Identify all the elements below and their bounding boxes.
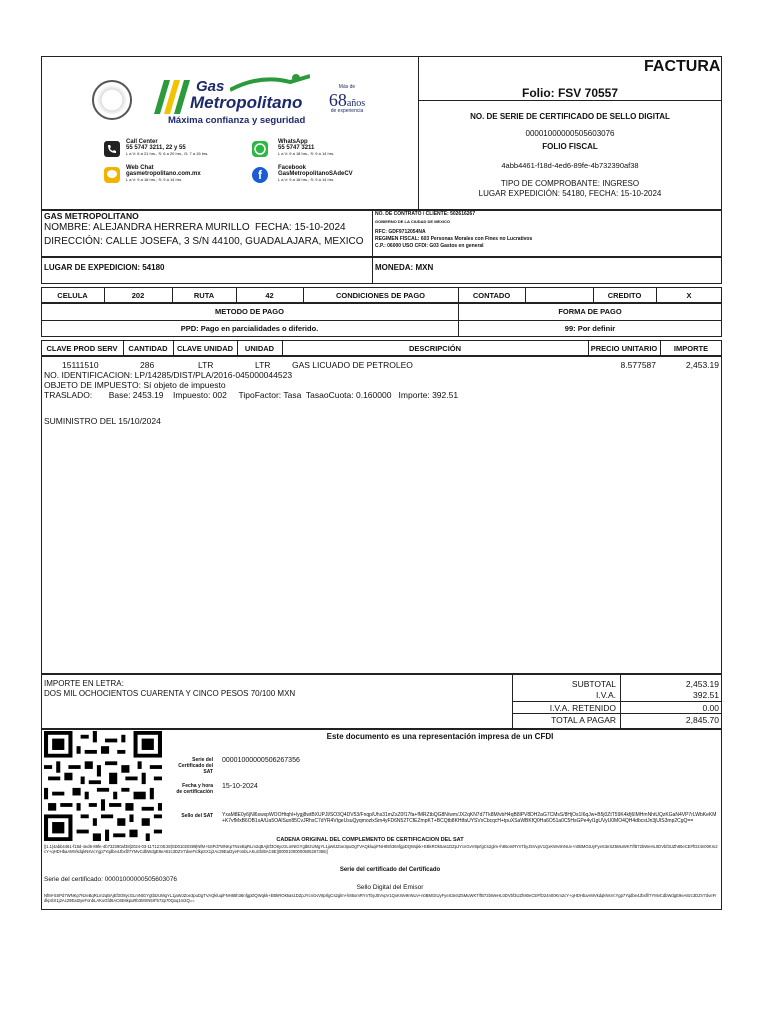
contact-title: Call Center — [126, 139, 158, 145]
years-number: 68 — [328, 90, 347, 110]
cert-title: NO. DE SERIE DE CERTIFICADO DE SELLO DIGITAL — [470, 112, 670, 121]
credito-label: CREDITO — [607, 290, 642, 300]
contact-title: Web Chat — [126, 165, 154, 171]
totals-row-line — [512, 701, 722, 702]
condiciones-label: CONDICIONES DE PAGO — [335, 290, 426, 300]
importe-letra: DOS MIL OCHOCIENTOS CUARENTA Y CINCO PESOS 70/100 MXN — [44, 689, 296, 698]
metodo-value: PPD: Pago en parcialidades o diferido. — [180, 324, 319, 333]
cert-block — [418, 112, 722, 198]
contact-detail: 55 5747 3211, 22 y 55 — [126, 145, 186, 151]
serie-certificado: Serie del certificado: 00001000000505603076 — [44, 876, 177, 883]
importe-letra-label: IMPORTE EN LETRA: — [44, 679, 124, 688]
tipo-comprobante: TIPO DE COMPROBANTE: INGRESO — [500, 179, 640, 188]
years-unit: años — [346, 98, 366, 109]
th-unidad: UNIDAD — [244, 343, 275, 353]
metodo-label: METODO DE PAGO — [215, 307, 284, 316]
contract-cp: C.P.: 06000 USO CFDI: G03 Gastos en general — [375, 243, 484, 249]
cfdi-title: Este documento es una representación impresa de un CFDI — [326, 732, 554, 741]
contact-detail: GasMetropolitanoSAdeCV — [278, 171, 353, 177]
moneda: MONEDA: MXN — [375, 263, 434, 272]
item-identificacion: NO. IDENTIFICACION: LP/14285/DIST/PLA/2016-045000044523 — [44, 370, 293, 380]
item-precio: 8.577587 — [620, 360, 656, 370]
total-label-pagar: TOTAL A PAGAR — [551, 715, 616, 725]
sello-sat: YxaM8E0y6jNl6swxpWOOHtqhl+lygj8wtBXUPJl/SO3Q4DV53/Fnqp/Uhs31mZsZ0f17fa+fMRZtbQG8N/wm/JX2qKN7d7Tk8M/vbH4qB8lPV8DH2aG7CMsS/8HjOs1I6qJw+B5j0ZtT59K4kfj6IMHmNhtUQzKGaN4VP7rLWbKeKM+K7vfMxB6OB1xA/Ua5OAlSun85CvJRhsC7dYR4VtgeUsuQyqmozlxSm4yFD6N52TCfEZmpKT+BCQtb8KHtfaUYSVxCbcqcH+tpuXSaWBKfQ0Ha6O51a0C5HsGPe4yl1gUVyU0MO4QH4dbcstJn3jUIS3mp2CgQ== — [222, 812, 717, 824]
brand-name-line1: Gas — [196, 78, 225, 95]
ruta-label: RUTA — [193, 290, 215, 300]
contact-hours: L a V: 9 a 18 hrs., S: 9 a 14 hrs. — [278, 177, 335, 182]
item-unidad: LTR — [255, 360, 271, 370]
lugar-expedicion-fecha: LUGAR EXPEDICIÓN: 54180, FECHA: 15-10-2024 — [478, 189, 662, 198]
brand-slogan: Máxima confianza y seguridad — [168, 115, 306, 126]
contract-line: NO. DE CONTRATO / CLIENTE: 502616267 — [375, 211, 476, 217]
total-value-retenido: 0.00 — [702, 703, 719, 713]
total-label-subtotal: SUBTOTAL — [571, 679, 616, 689]
contact-hours: L a V: 6 a 21 hrs., S: 6 a 20 hrs., D: 7 a 15 hrs. — [126, 151, 209, 156]
lugar-expedicion: LUGAR DE EXPEDICION: 54180 — [44, 263, 165, 272]
fecha-certificacion: 15-10-2024 — [222, 783, 258, 790]
items-body — [41, 356, 722, 674]
folio-fiscal: 4abb4461-f18d-4ed6-89fe-4b732390af38 — [501, 161, 639, 170]
serie-sat: 00001000000506267356 — [222, 757, 300, 764]
folio-fiscal-label: FOLIO FISCAL — [542, 142, 598, 151]
header-right-divider — [418, 100, 722, 101]
seal-logo — [92, 80, 132, 120]
th-clave-unidad: CLAVE UNIDAD — [176, 343, 234, 353]
sello-sat-label: Sello del SAT — [181, 813, 213, 819]
customer-address: DIRECCIÓN: CALLE JOSEFA, 3 S/N 44100, GUADALAJARA, MEXICO — [44, 236, 364, 247]
celula-value: 202 — [131, 290, 145, 300]
whatsapp-icon — [252, 141, 268, 157]
total-label-iva: I.V.A. — [595, 690, 616, 700]
contract-gov: GOBIERNO DE LA CIUDAD DE MEXICO — [375, 219, 450, 224]
serie-cfdi-title: Serie del certificado del Certificado — [339, 867, 441, 873]
contract-regimen: REGIMEN FISCAL: 603 Personas Morales con Fines no Lucrativos — [375, 236, 533, 242]
ruta-value: 42 — [265, 290, 274, 300]
serie-sat-label: Serie del Certificado del SAT — [178, 757, 213, 775]
item-objeto: OBJETO DE IMPUESTO: Sí objeto de impuesto — [44, 380, 226, 390]
credito-value: X — [686, 290, 692, 300]
th-descripcion: DESCRIPCIÓN — [408, 343, 462, 353]
cert-number: 00001000000505603076 — [525, 129, 615, 138]
item-importe: 2,453.19 — [685, 360, 719, 370]
runner-icon — [230, 72, 310, 92]
phone-icon — [104, 141, 120, 157]
chat-icon — [104, 167, 120, 183]
cadena-original: ||1.1|4abb4461-f18d-4ed6-89fe-4b732390af38|2024-03-11T12:08:28|SD01020399|NfM+5SPd7WNKp7NzeBqRLm2qBAjEf3O8ycGLmNtGYgtbtzUMgYL1jaWJZoe3puDgTVAQkluqiFNH85h36nfgpDQWqkk+EBkROk5as1DZpJYcnGvV8prlgCs2glm+h85omRYnTbyJ5VvpV1QxKWv9nNUv+n0BMGtUyFyeS3eSZ5MuWKT/fB72bWeHL0DVbf3UZh80eCE#fO24n00Km2cY+qHDHbaAMVkdqkNsVcYgp7Yqdbe4Jbxfl/7YMvCdbWdgE9eA8zc3DZV7dveFrdkpSX1j2Ac29Eat2yeFonbLAKuGfd6AC6E||00001000000505267356|| — [44, 844, 718, 855]
customer-divider — [372, 210, 373, 257]
contact-title: Facebook — [278, 165, 307, 171]
brand-name-line2: Metropolitano — [190, 93, 303, 112]
item-clave-unidad: LTR — [198, 360, 214, 370]
doc-type-title: FACTURA — [644, 58, 721, 75]
customer-name: NOMBRE: ALEJANDRA HERRERA MURILLO — [44, 222, 250, 233]
contado-value — [525, 287, 593, 303]
brand-stripes-logo — [150, 80, 190, 114]
th-precio: PRECIO UNITARIO — [590, 343, 658, 353]
forma-label: FORMA DE PAGO — [558, 307, 622, 316]
qr-code — [44, 731, 162, 841]
lugar-divider — [372, 257, 373, 284]
sello-emisor: NfM+5SPd7WNKp7NzeBqRLm2qBAjEf3O8ycGLmNtGYgtbtzUMgYL1jaWJZoe3puDgTVAQkluqiFNH85h36nfgpDQWqkk+EBkROk5as1DZpJYcnGvV8prlgCs2glm+h85omRYnTbyJ5VvpV1QxKWv9nNUv+n0BMGtUyFyeS3eSZ5MuWKT/fB72bWeHL0DVbf3UZh80eCE#fO24n00Km2cY+qHDHbaAMVkdqkNsVcYgp7Yqdbe4Jbxfl/7YMvCdbWdgE9eA8zc3DZV7dveFrdkpSX1j2Ac29Eat2yeFonbLAKuGfd6AC6E6kpuRb3MXN5rFb72p70Qxq1m2Q== — [44, 893, 717, 904]
contact-detail: gasmetropolitano.com.mx — [126, 171, 201, 177]
company-name: GAS METROPOLITANO — [44, 211, 139, 221]
contact-hours: L a V: 9 a 18 hrs., S: 9 a 14 hrs. — [278, 151, 335, 156]
total-value-pagar: 2,845.70 — [685, 715, 719, 725]
sello-emisor-label: Sello Digital del Emisor — [356, 884, 424, 891]
years-prefix: Más de — [338, 84, 356, 90]
contact-title: WhatsApp — [278, 139, 308, 145]
item-descripcion: GAS LICUADO DE PETROLEO — [292, 360, 413, 370]
folio: Folio: FSV 70557 — [521, 86, 619, 100]
contact-detail: 55 5747 3211 — [278, 145, 315, 151]
th-cantidad: CANTIDAD — [128, 343, 168, 353]
contract-rfc: RFC: GDF9712054NA — [375, 229, 426, 235]
contact-hours: L a V: 9 a 18 hrs., S: 9 a 14 hrs. — [126, 177, 183, 182]
th-importe: IMPORTE — [673, 343, 709, 353]
contract-info — [375, 211, 532, 250]
total-label-retenido: I.V.A. RETENIDO — [549, 703, 616, 713]
totals-row-line-2 — [512, 713, 722, 714]
forma-value: 99: Por definir — [564, 324, 616, 333]
cadena-title: CADENA ORIGINAL DEL COMPLEMENTO DE CERTIFICACION DEL SAT — [276, 837, 464, 843]
item-suministro: SUMINISTRO DEL 15/10/2024 — [44, 416, 161, 426]
years-suffix: de experiencia — [330, 108, 364, 114]
facebook-icon: f — [252, 167, 268, 183]
celula-label: CELULA — [57, 290, 88, 300]
th-clave-prod: CLAVE PROD SERV — [46, 343, 118, 353]
customer-date: FECHA: 15-10-2024 — [255, 222, 346, 233]
total-value-subtotal: 2,453.19 — [685, 679, 719, 689]
item-traslado: TRASLADO: Base: 2453.19 Impuesto: 002 TipoFactor: Tasa TasaoCuota: 0.160000 Importe: 392.51 — [44, 390, 459, 400]
contado-label: CONTADO — [472, 290, 511, 300]
total-value-iva: 392.51 — [693, 690, 719, 700]
item-clave: 15111510 — [62, 360, 99, 370]
item-cantidad: 286 — [140, 360, 155, 370]
years-badge — [320, 84, 374, 114]
fecha-certificacion-label: Fecha y hora de certificación — [176, 783, 213, 795]
